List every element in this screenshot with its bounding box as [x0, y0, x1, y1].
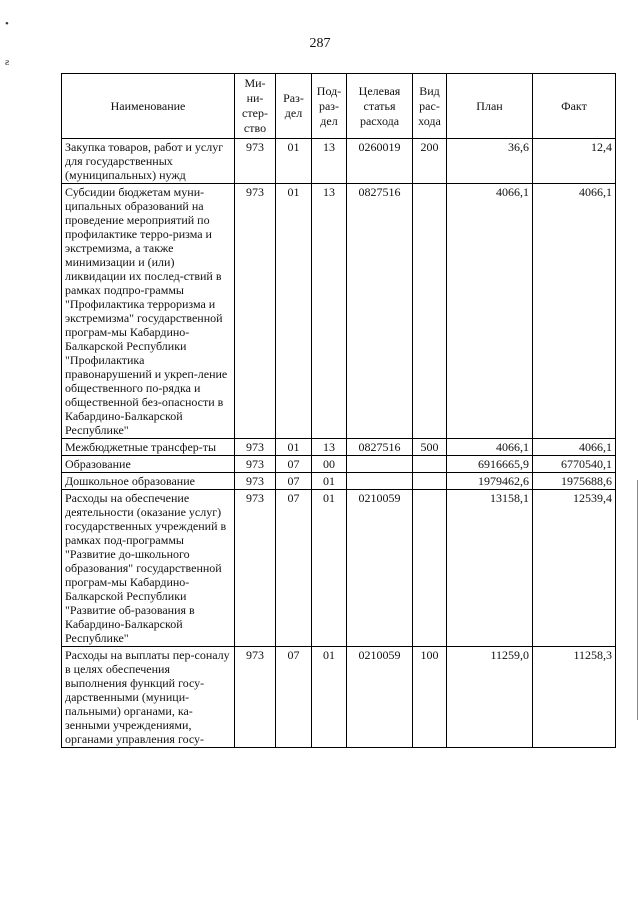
row-name: Расходы на выплаты пер-соналу в целях обеспечения выполнения функций госу-дарственными (муници-пальными) органами, ка-зенными учреждениями, органами управления госу- — [62, 647, 235, 748]
column-header-subsection: Под- раз- дел — [312, 74, 347, 139]
row-plan: 4066,1 — [447, 439, 533, 456]
row-plan: 36,6 — [447, 139, 533, 184]
row-name: Образование — [62, 456, 235, 473]
column-header-name: Наименование — [62, 74, 235, 139]
row-expense-type — [413, 456, 447, 473]
row-fact: 4066,1 — [533, 439, 616, 456]
row-section: 07 — [276, 490, 312, 647]
row-fact: 11258,3 — [533, 647, 616, 748]
row-plan: 4066,1 — [447, 184, 533, 439]
row-ministry: 973 — [235, 456, 276, 473]
row-plan: 1979462,6 — [447, 473, 533, 490]
row-section: 07 — [276, 456, 312, 473]
table-row — [62, 139, 616, 184]
row-subsection: 13 — [312, 139, 347, 184]
row-ministry: 973 — [235, 439, 276, 456]
row-fact: 12539,4 — [533, 490, 616, 647]
row-target-item: 0260019 — [347, 139, 413, 184]
row-target-item: 0210059 — [347, 490, 413, 647]
row-ministry: 973 — [235, 473, 276, 490]
row-ministry: 973 — [235, 184, 276, 439]
table-row — [62, 490, 616, 647]
column-header-ministry: Ми- ни- стер- ство — [235, 74, 276, 139]
row-subsection: 01 — [312, 490, 347, 647]
table-row — [62, 456, 616, 473]
row-expense-type: 200 — [413, 139, 447, 184]
row-target-item — [347, 456, 413, 473]
column-header-section: Раз- дел — [276, 74, 312, 139]
table-header-row — [62, 74, 616, 139]
row-name: Расходы на обеспечение деятельности (оказание услуг) государственных учреждений в рамках под-программы "Развитие до-школьного образования" государственной програм-мы Кабардино-Балкарской Республики "Развитие об-разования в Кабардино-Балкарской Республике" — [62, 490, 235, 647]
row-subsection: 13 — [312, 184, 347, 439]
row-name: Субсидии бюджетам муни-ципальных образований на проведение мероприятий по профилактике терро-ризма и экстремизма, а также минимизации и (или) ликвидации их послед-ствий в рамках подпро-граммы "Профилактика терроризма и экстремизма" государственной програм-мы Кабардино-Балкарской Республики "Профилактика правонарушений и укреп-ление общественного по-рядка и общественной без-опасности в Кабардино-Балкарской Республике" — [62, 184, 235, 439]
row-expense-type — [413, 490, 447, 647]
row-subsection: 01 — [312, 647, 347, 748]
column-header-plan: План — [447, 74, 533, 139]
row-plan: 13158,1 — [447, 490, 533, 647]
column-header-fact: Факт — [533, 74, 616, 139]
row-section: 07 — [276, 473, 312, 490]
row-name: Дошкольное образование — [62, 473, 235, 490]
row-name: Закупка товаров, работ и услуг для государственных (муниципальных) нужд — [62, 139, 235, 184]
table-row — [62, 473, 616, 490]
row-section: 07 — [276, 647, 312, 748]
table-row — [62, 647, 616, 748]
row-ministry: 973 — [235, 139, 276, 184]
row-expense-type: 500 — [413, 439, 447, 456]
row-section: 01 — [276, 439, 312, 456]
row-target-item: 0827516 — [347, 439, 413, 456]
row-expense-type: 100 — [413, 647, 447, 748]
margin-mark: • — [5, 18, 9, 30]
scan-edge-line — [637, 480, 638, 720]
column-header-target-item: Целевая статья расхода — [347, 74, 413, 139]
row-subsection: 00 — [312, 456, 347, 473]
row-target-item: 0827516 — [347, 184, 413, 439]
row-subsection: 13 — [312, 439, 347, 456]
row-fact: 12,4 — [533, 139, 616, 184]
column-header-expense-type: Вид рас- хода — [413, 74, 447, 139]
table-row — [62, 439, 616, 456]
row-target-item — [347, 473, 413, 490]
row-fact: 1975688,6 — [533, 473, 616, 490]
row-section: 01 — [276, 139, 312, 184]
row-plan: 6916665,9 — [447, 456, 533, 473]
row-expense-type — [413, 184, 447, 439]
row-expense-type — [413, 473, 447, 490]
row-fact: 6770540,1 — [533, 456, 616, 473]
row-section: 01 — [276, 184, 312, 439]
budget-table — [61, 73, 616, 748]
row-fact: 4066,1 — [533, 184, 616, 439]
row-ministry: 973 — [235, 490, 276, 647]
row-subsection: 01 — [312, 473, 347, 490]
row-plan: 11259,0 — [447, 647, 533, 748]
page-number: 287 — [309, 36, 331, 51]
row-target-item: 0210059 — [347, 647, 413, 748]
row-name: Межбюджетные трансфер-ты — [62, 439, 235, 456]
row-ministry: 973 — [235, 647, 276, 748]
table-row — [62, 184, 616, 439]
margin-mark: ƨ — [5, 56, 10, 68]
